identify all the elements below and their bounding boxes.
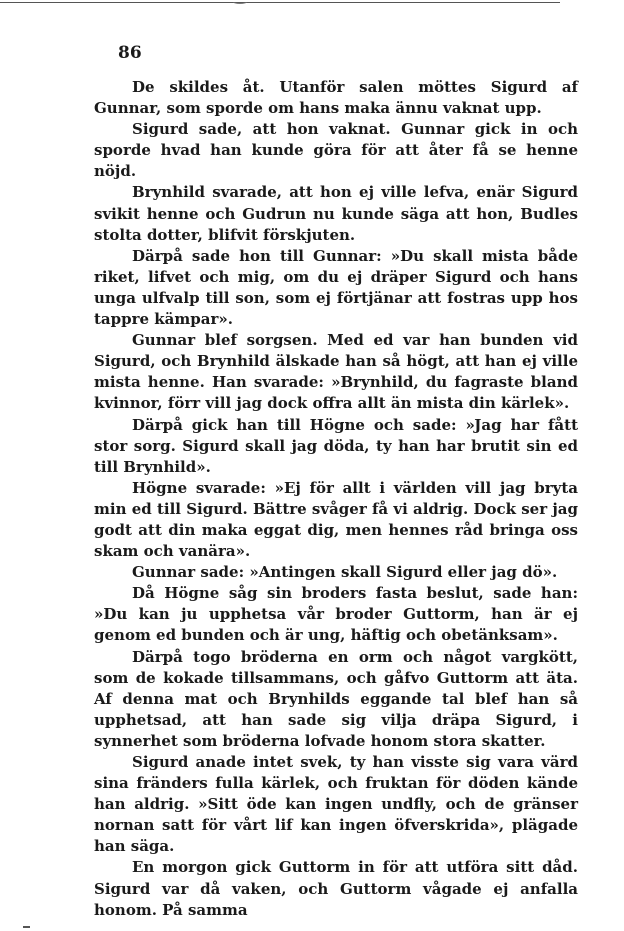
top-rule [0,2,560,3]
paragraph-3: Brynhild svarade, att hon ej ville lefva, enär Sigurd svikit henne och Gudrun nu kunde säga att hon, Budles stolta dotter, blifvit förskjuten. [94,183,578,244]
paragraph-2: Sigurd sade, att hon vaknat. Gunnar gick in och sporde hvad han kunde göra för att åter få se henne nöjd. [94,120,578,181]
top-mark [233,0,247,4]
paragraph-12: En morgon gick Guttorm in för att utföra sitt dåd. Sigurd var då vaken, och Guttorm vågade ej anfalla honom. På samma [94,858,578,919]
paragraph-7: Högne svarade: »Ej för allt i världen vill jag bryta min ed till Sigurd. Bättre svåger få vi aldrig. Dock ser jag godt att din maka eggat dig, men hennes råd bringa oss skam och vanära». [94,478,578,561]
page-number: 86 [118,43,142,63]
body-text [94,77,578,921]
paragraph-6: Därpå gick han till Högne och sade: »Jag har fått stor sorg. Sigurd skall jag döda, ty han har brutit sin ed till Brynhild». [94,415,578,476]
paragraph-9: Då Högne såg sin broders fasta beslut, sade han: »Du kan ju upphetsa vår broder Guttorm, han är ej genom ed bunden och är ung, häftig och obetänksam». [94,584,578,645]
paragraph-11: Sigurd anade intet svek, ty han visste sig vara värd sina fränders fulla kärlek, och fruktan för döden kände han aldrig. »Sitt öde kan ingen undfly, och de gränser nornan satt för vårt lif kan ingen öfverskrida», plägade han säga. [94,753,578,856]
paragraph-4: Därpå sade hon till Gunnar: »Du skall mista både riket, lifvet och mig, om du ej dräper Sigurd och hans unga ulfvalp till son, som ej förtjänar att fostras upp hos tappre kämpar». [94,246,578,329]
paragraph-5: Gunnar blef sorgsen. Med ed var han bunden vid Sigurd, och Brynhild älskade han så högt, att han ej ville mista henne. Han svarade: »Brynhild, du fagraste bland kvinnor, förr vill jag dock offra allt än mista din kärlek». [94,331,578,413]
paragraph-10: Därpå togo bröderna en orm och något vargkött, som de kokade tillsammans, och gåfvo Guttorm att äta. Af denna mat och Brynhilds eggande tal blef han så upphetsad, att han sade sig vilja dräpa Sigurd, i synnerhet som bröderna lofvade honom stora skatter. [94,647,578,750]
paragraph-1: De skildes åt. Utanför salen möttes Sigurd af Gunnar, som sporde om hans maka ännu vaknat upp. [94,78,578,118]
bottom-mark [23,926,30,928]
paragraph-8: Gunnar sade: »Antingen skall Sigurd eller jag dö». [132,563,558,582]
